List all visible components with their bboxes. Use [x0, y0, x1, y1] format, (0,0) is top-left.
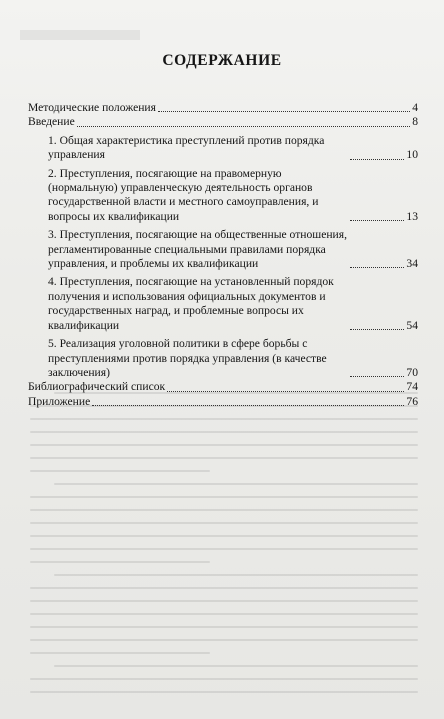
dot-leader — [350, 159, 404, 160]
ghost-line — [54, 665, 418, 667]
ghost-line — [30, 509, 418, 511]
ghost-line — [54, 574, 418, 576]
toc-entry-text: 5. Реализация уголовной политики в сфере борьбы с преступлениями против порядка управления (в качестве заключения) — [48, 337, 327, 379]
ghost-line — [30, 470, 210, 472]
ghost-line — [30, 587, 418, 589]
dot-leader — [350, 267, 404, 268]
toc-entry-text: Введение — [28, 115, 75, 129]
ghost-line — [30, 561, 210, 563]
toc-entry-chapter-3[interactable] — [28, 228, 418, 271]
dot-leader — [167, 391, 404, 392]
toc-entry-introduction[interactable] — [28, 115, 418, 129]
ghost-line — [30, 418, 418, 420]
ghost-line — [30, 626, 418, 628]
ghost-line — [30, 639, 418, 641]
dot-leader — [350, 220, 404, 221]
ghost-line — [30, 431, 418, 433]
toc-entry-text: Библиографический список — [28, 380, 166, 394]
toc-page-number: 54 — [406, 318, 418, 332]
toc-entry-chapter-2[interactable] — [28, 167, 418, 225]
toc-entry-text: 1. Общая характеристика преступлений против порядка управления — [48, 133, 325, 162]
dot-leader — [350, 376, 404, 377]
toc-entry-chapter-1[interactable] — [28, 134, 418, 163]
ghost-line — [30, 535, 418, 537]
toc-page-number: 10 — [406, 148, 418, 162]
toc-entry-guidelines[interactable] — [28, 101, 418, 115]
ghost-line — [30, 444, 418, 446]
dot-leader — [350, 329, 404, 330]
ghost-line — [30, 613, 418, 615]
page-title: СОДЕРЖАНИЕ — [162, 52, 282, 69]
dot-leader — [77, 126, 410, 127]
toc-page-number: 8 — [412, 115, 418, 129]
ghost-line — [30, 522, 418, 524]
table-of-contents — [28, 101, 418, 409]
toc-entry-chapter-4[interactable] — [28, 275, 418, 333]
ghost-line — [30, 548, 418, 550]
toc-page-number: 76 — [406, 394, 418, 408]
toc-entry-text: Приложение — [28, 394, 91, 408]
dot-leader — [158, 111, 410, 112]
toc-entry-text: Методические положения — [28, 101, 156, 114]
toc-entry-text: 2. Преступления, посягающие на правомерную (нормальную) управленческую деятельность органов государственной власти и местного самоуправления, и вопросы их квалификации — [48, 166, 319, 223]
ghost-line — [54, 483, 418, 485]
toc-page-number: 34 — [406, 257, 418, 271]
ghost-line — [30, 496, 418, 498]
ghost-line — [30, 678, 418, 680]
toc-page-number: 74 — [406, 380, 418, 394]
ghost-line — [30, 600, 418, 602]
toc-entry-appendix[interactable] — [28, 395, 418, 409]
toc-page-number: 70 — [406, 365, 418, 379]
ghost-line — [30, 652, 210, 654]
ghost-line — [30, 457, 418, 459]
toc-entry-text: 4. Преступления, посягающие на установленный порядок получения и использования официальных документов и государственных наград, и проблемные вопросы их квалификации — [48, 275, 334, 332]
ghost-line — [30, 691, 418, 693]
toc-page-number: 4 — [412, 101, 418, 114]
toc-page-number: 13 — [406, 209, 418, 223]
toc-entry-chapter-5[interactable] — [28, 337, 418, 380]
toc-entry-bibliography[interactable] — [28, 380, 418, 394]
toc-entry-text: 3. Преступления, посягающие на общественные отношения, регламентированные специальными правилами порядка управления, и проблемы их квалификации — [48, 228, 347, 271]
dot-leader — [92, 405, 404, 406]
